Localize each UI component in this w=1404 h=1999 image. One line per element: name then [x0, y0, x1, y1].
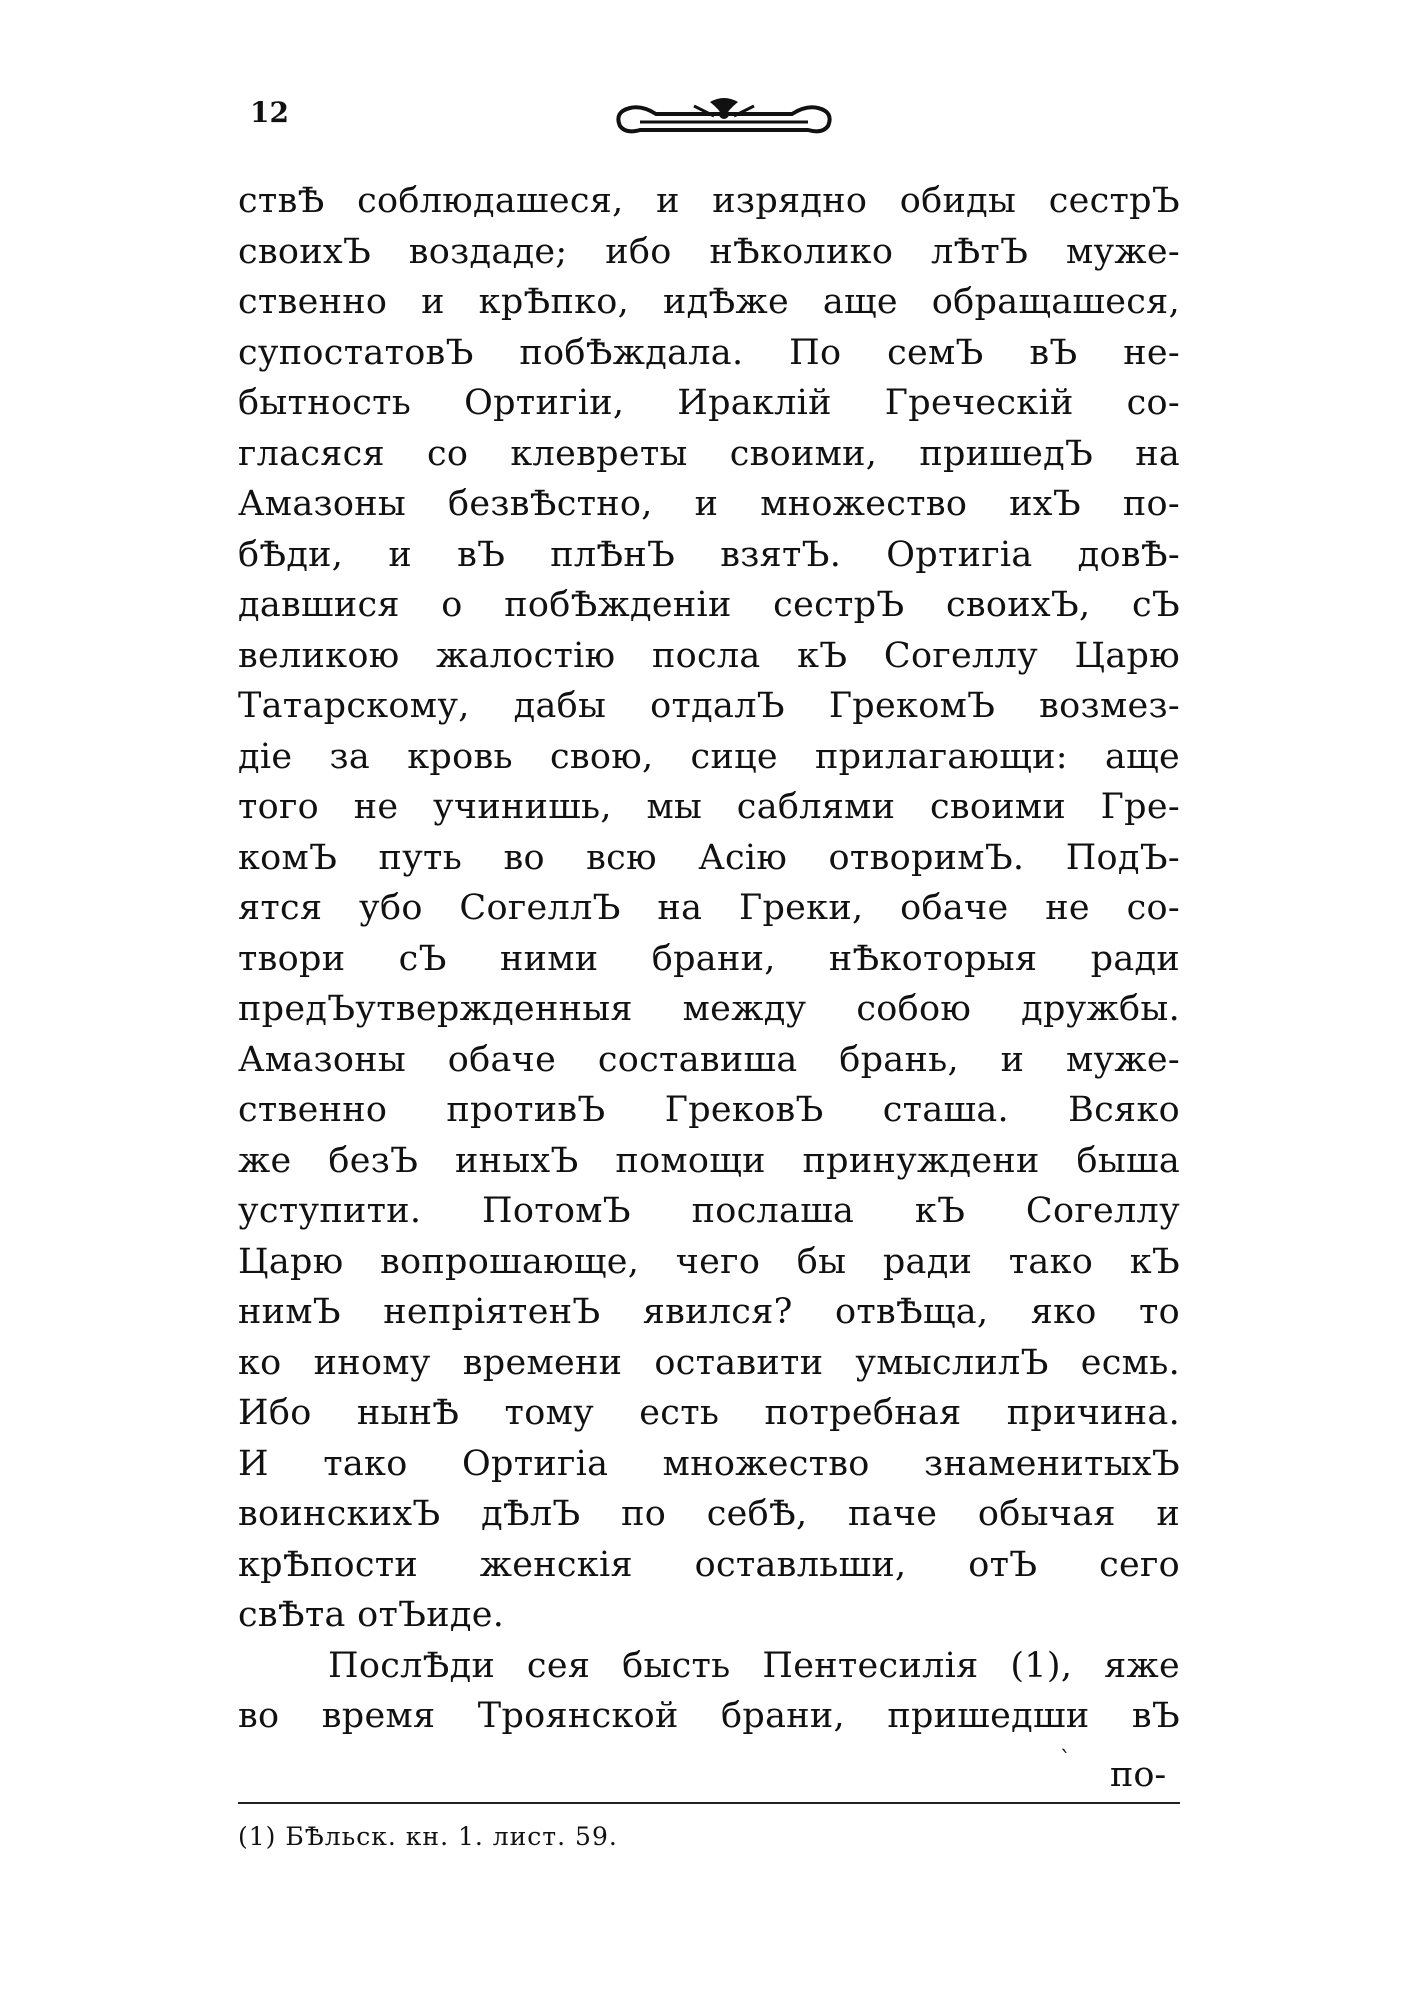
text-line: же безЪ иныхЪ помощи принуждени быша: [238, 1140, 1180, 1181]
text-line: ствѢ соблюдашеся, и изрядно обиды сестрЪ: [238, 181, 1180, 221]
text-line: крѢпости женскія оставльши, отЪ сего: [238, 1544, 1180, 1585]
text-line: воинскихЪ дѢлЪ по себѢ, паче обычая и: [238, 1494, 1180, 1534]
text-line: ко иному времени оставити умыслилЪ есмь.: [238, 1342, 1180, 1383]
catchword-mark-icon: ˋ: [1060, 1748, 1071, 1773]
page-number: 12: [250, 96, 289, 129]
decorative-scroll-ornament-icon: [610, 92, 838, 138]
text-line: бѢди, и вЪ плѢнЪ взятЪ. Ортигіа довѢ-: [238, 534, 1180, 575]
text-line: ятся убо СогеллЪ на Греки, обаче не со-: [238, 888, 1180, 928]
footnote: (1) БѢльск. кн. 1. лист. 59.: [238, 1822, 618, 1851]
text-line: діе за кровь свою, сице прилагающи: аще: [238, 736, 1180, 777]
text-line: великою жалостію посла кЪ Согеллу Царю: [238, 635, 1180, 676]
text-line: давшися о побѢжденіи сестрЪ своихЪ, сЪ: [238, 585, 1180, 625]
text-line: Амазоны безвѢстно, и множество ихЪ по-: [238, 484, 1180, 524]
text-line-paragraph-start: ПослѢди сея бысть Пентесилія (1), яже: [328, 1645, 1180, 1686]
text-line: предЪутвержденныя между собою дружбы.: [238, 989, 1180, 1029]
text-line: Татарскому, дабы отдалЪ ГрекомЪ возмез-: [238, 686, 1180, 726]
text-line: гласяся со клевреты своими, пришедЪ на: [238, 433, 1180, 474]
catchword: по-: [1110, 1755, 1167, 1795]
text-line: бытность Ортигіи, Ираклій Греческій со-: [238, 383, 1180, 423]
text-line: Царю вопрошающе, чего бы ради тако кЪ: [238, 1241, 1180, 1282]
footnote-divider: [238, 1802, 1180, 1804]
main-text-block: [238, 176, 1180, 1742]
text-line: того не учинишь, мы саблями своими Гре-: [238, 787, 1180, 827]
text-line: комЪ путь во всю Асію отворимЪ. ПодЪ-: [238, 837, 1180, 878]
text-line: ственно и крѢпко, идѢже аще обращашеся,: [238, 282, 1180, 322]
text-line: Ибо нынѢ тому есть потребная причина.: [238, 1393, 1180, 1433]
text-line: нимЪ непріятенЪ явился? отвѢща, яко то: [238, 1292, 1180, 1332]
text-line: Амазоны обаче составиша брань, и муже-: [238, 1039, 1180, 1080]
text-line: уступити. ПотомЪ послаша кЪ Согеллу: [238, 1191, 1180, 1231]
text-line: твори сЪ ними брани, нѢкоторыя ради: [238, 938, 1180, 979]
text-line: ственно противЪ ГрековЪ сташа. Всяко: [238, 1090, 1180, 1130]
text-line: супостатовЪ побѢждала. По семЪ вЪ не-: [238, 332, 1180, 373]
text-line: И тако Ортигіа множество знаменитыхЪ: [238, 1443, 1180, 1484]
text-line: во время Троянской брани, пришедши вЪ: [238, 1696, 1180, 1736]
text-line: свѢта отЪиде.: [238, 1595, 505, 1635]
text-line: своихЪ воздаде; ибо нѢколико лѢтЪ муже-: [238, 231, 1180, 272]
